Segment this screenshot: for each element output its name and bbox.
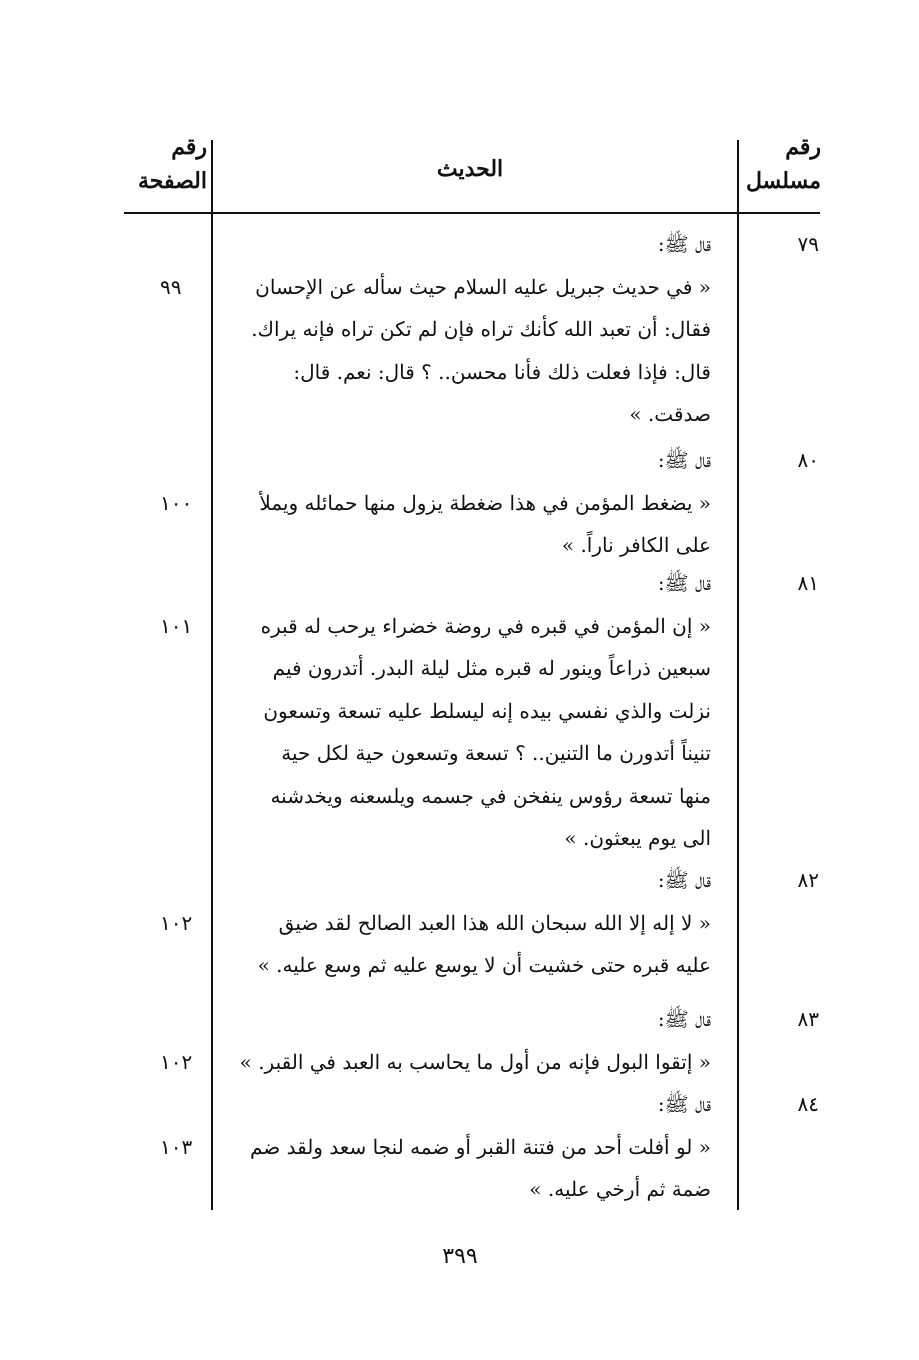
entry-page-number: ١٠٣: [160, 1134, 193, 1159]
column-divider-right: [737, 140, 739, 1210]
entry-serial-number: ٧٩: [797, 232, 819, 256]
entry-text-line: عليه قبره حتى خشيت أن لا يوسع عليه ثم وسع عليه. »: [257, 953, 711, 977]
entry-intro: قال ﷺ:: [657, 1007, 711, 1031]
entry-text-line: قال: فإذا فعلت ذلك فأنا محسن.. ؟ قال: نعم. قال:: [293, 359, 711, 384]
entry-intro: قال ﷺ:: [657, 448, 711, 472]
entry-text-line: الى يوم يبعثون. »: [564, 826, 711, 850]
entry-serial-number: ٨١: [797, 571, 819, 595]
header-underline: [124, 212, 820, 214]
column-divider-left: [211, 140, 213, 1210]
entry-page-number: ٩٩: [160, 274, 182, 299]
page-column-header: رقم الصفحة: [137, 134, 207, 194]
entry-text-line: « إن المؤمن في قبره في روضة خضراء يرحب له قبره: [260, 613, 711, 638]
entry-serial-number: ٨٢: [797, 868, 819, 892]
entry-text-line: ضمة ثم أرخي عليه. »: [529, 1177, 711, 1201]
page-number: ٣٩٩: [442, 1244, 478, 1269]
entry-intro: قال ﷺ:: [657, 868, 711, 892]
entry-text-line: تنيناً أتدورن ما التنين.. ؟ تسعة وتسعون حية لكل حية: [281, 741, 711, 765]
entry-page-number: ١٠٢: [160, 910, 193, 935]
entry-text-line: « يضغط المؤمن في هذا ضغطة يزول منها حمائله ويملأ: [259, 490, 711, 515]
entry-text-line: « إتقوا البول فإنه من أول ما يحاسب به العبد في القبر. »: [239, 1049, 711, 1074]
entry-text-line: « لو أفلت أحد من فتنة القبر أو ضمه لنجا سعد ولقد ضم: [249, 1134, 711, 1159]
entry-text-line: « لا إله إلا الله سبحان الله هذا العبد الصالح لقد ضيق: [278, 910, 711, 935]
entry-text-line: صدقت. »: [629, 402, 711, 426]
entry-page-number: ١٠٢: [160, 1049, 193, 1074]
entry-intro: قال ﷺ:: [657, 1092, 711, 1116]
entry-text-line: سبعين ذراعاً وينور له قبره مثل ليلة البدر. أتدرون فيم: [272, 656, 711, 680]
entry-text-line: « في حديث جبريل عليه السلام حيث سأله عن الإحسان: [255, 274, 711, 299]
entry-serial-number: ٨٠: [797, 448, 819, 472]
entry-page-number: ١٠١: [160, 613, 193, 638]
entry-text-line: نزلت والذي نفسي بيده إنه ليسلط عليه تسعة وتسعون: [263, 698, 711, 723]
entry-serial-number: ٨٤: [797, 1092, 819, 1116]
hadith-column-header: الحديث: [436, 156, 504, 182]
entry-text-line: فقال: أن تعبد الله كأنك تراه فإن لم تكن تراه فإنه يراك.: [251, 317, 711, 341]
entry-intro: قال ﷺ:: [657, 571, 711, 595]
entry-serial-number: ٨٣: [797, 1007, 819, 1031]
entry-text-line: على الكافر ناراً. »: [561, 533, 711, 557]
entry-intro: قال ﷺ:: [657, 232, 711, 256]
entry-page-number: ١٠٠: [160, 490, 193, 515]
serial-column-header: رقم مسلسل: [746, 134, 821, 194]
entry-text-line: منها تسعة رؤوس ينفخن في جسمه ويلسعنه ويخدشنه: [270, 783, 711, 808]
